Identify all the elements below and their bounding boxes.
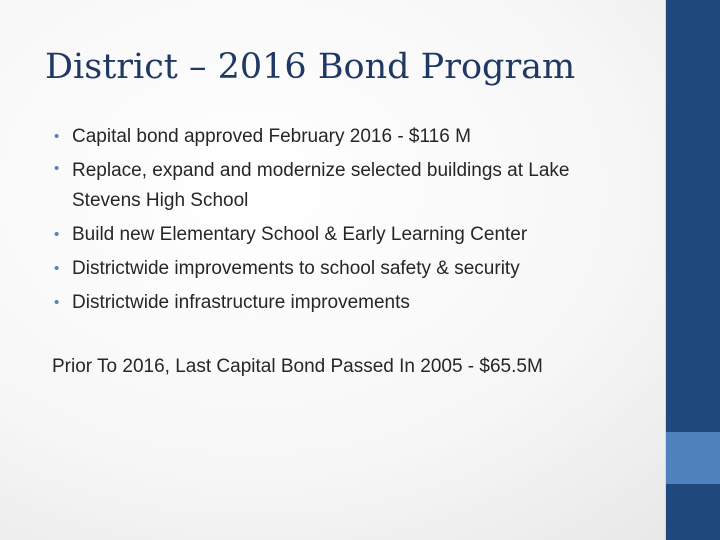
bullet-text: Districtwide infrastructure improvements [72, 292, 410, 313]
bullet-list [52, 120, 632, 320]
footnote-text: Prior To 2016, Last Capital Bond Passed In 2005 - $65.5M [52, 356, 543, 377]
bullet-item [52, 286, 632, 320]
bullet-item [52, 252, 632, 286]
bullet-dot-icon: • [54, 260, 60, 277]
bullet-text: Districtwide improvements to school safety & security [72, 258, 520, 279]
bullet-item [52, 120, 632, 154]
bullet-dot-icon: • [54, 294, 60, 311]
bullet-dot-icon: • [54, 128, 60, 145]
bullet-text: Replace, expand and modernize selected buildings at Lake Stevens High School [72, 160, 570, 211]
bullet-dot-icon: • [54, 226, 60, 243]
bullet-item [52, 154, 632, 218]
bullet-text: Build new Elementary School & Early Learning Center [72, 224, 528, 245]
slide-title: District – 2016 Bond Program [45, 47, 576, 87]
sidebar-accent-block [666, 432, 720, 484]
bullet-item [52, 218, 632, 252]
bullet-dot-icon: • [54, 160, 60, 177]
bullet-text: Capital bond approved February 2016 - $116 M [72, 126, 471, 147]
